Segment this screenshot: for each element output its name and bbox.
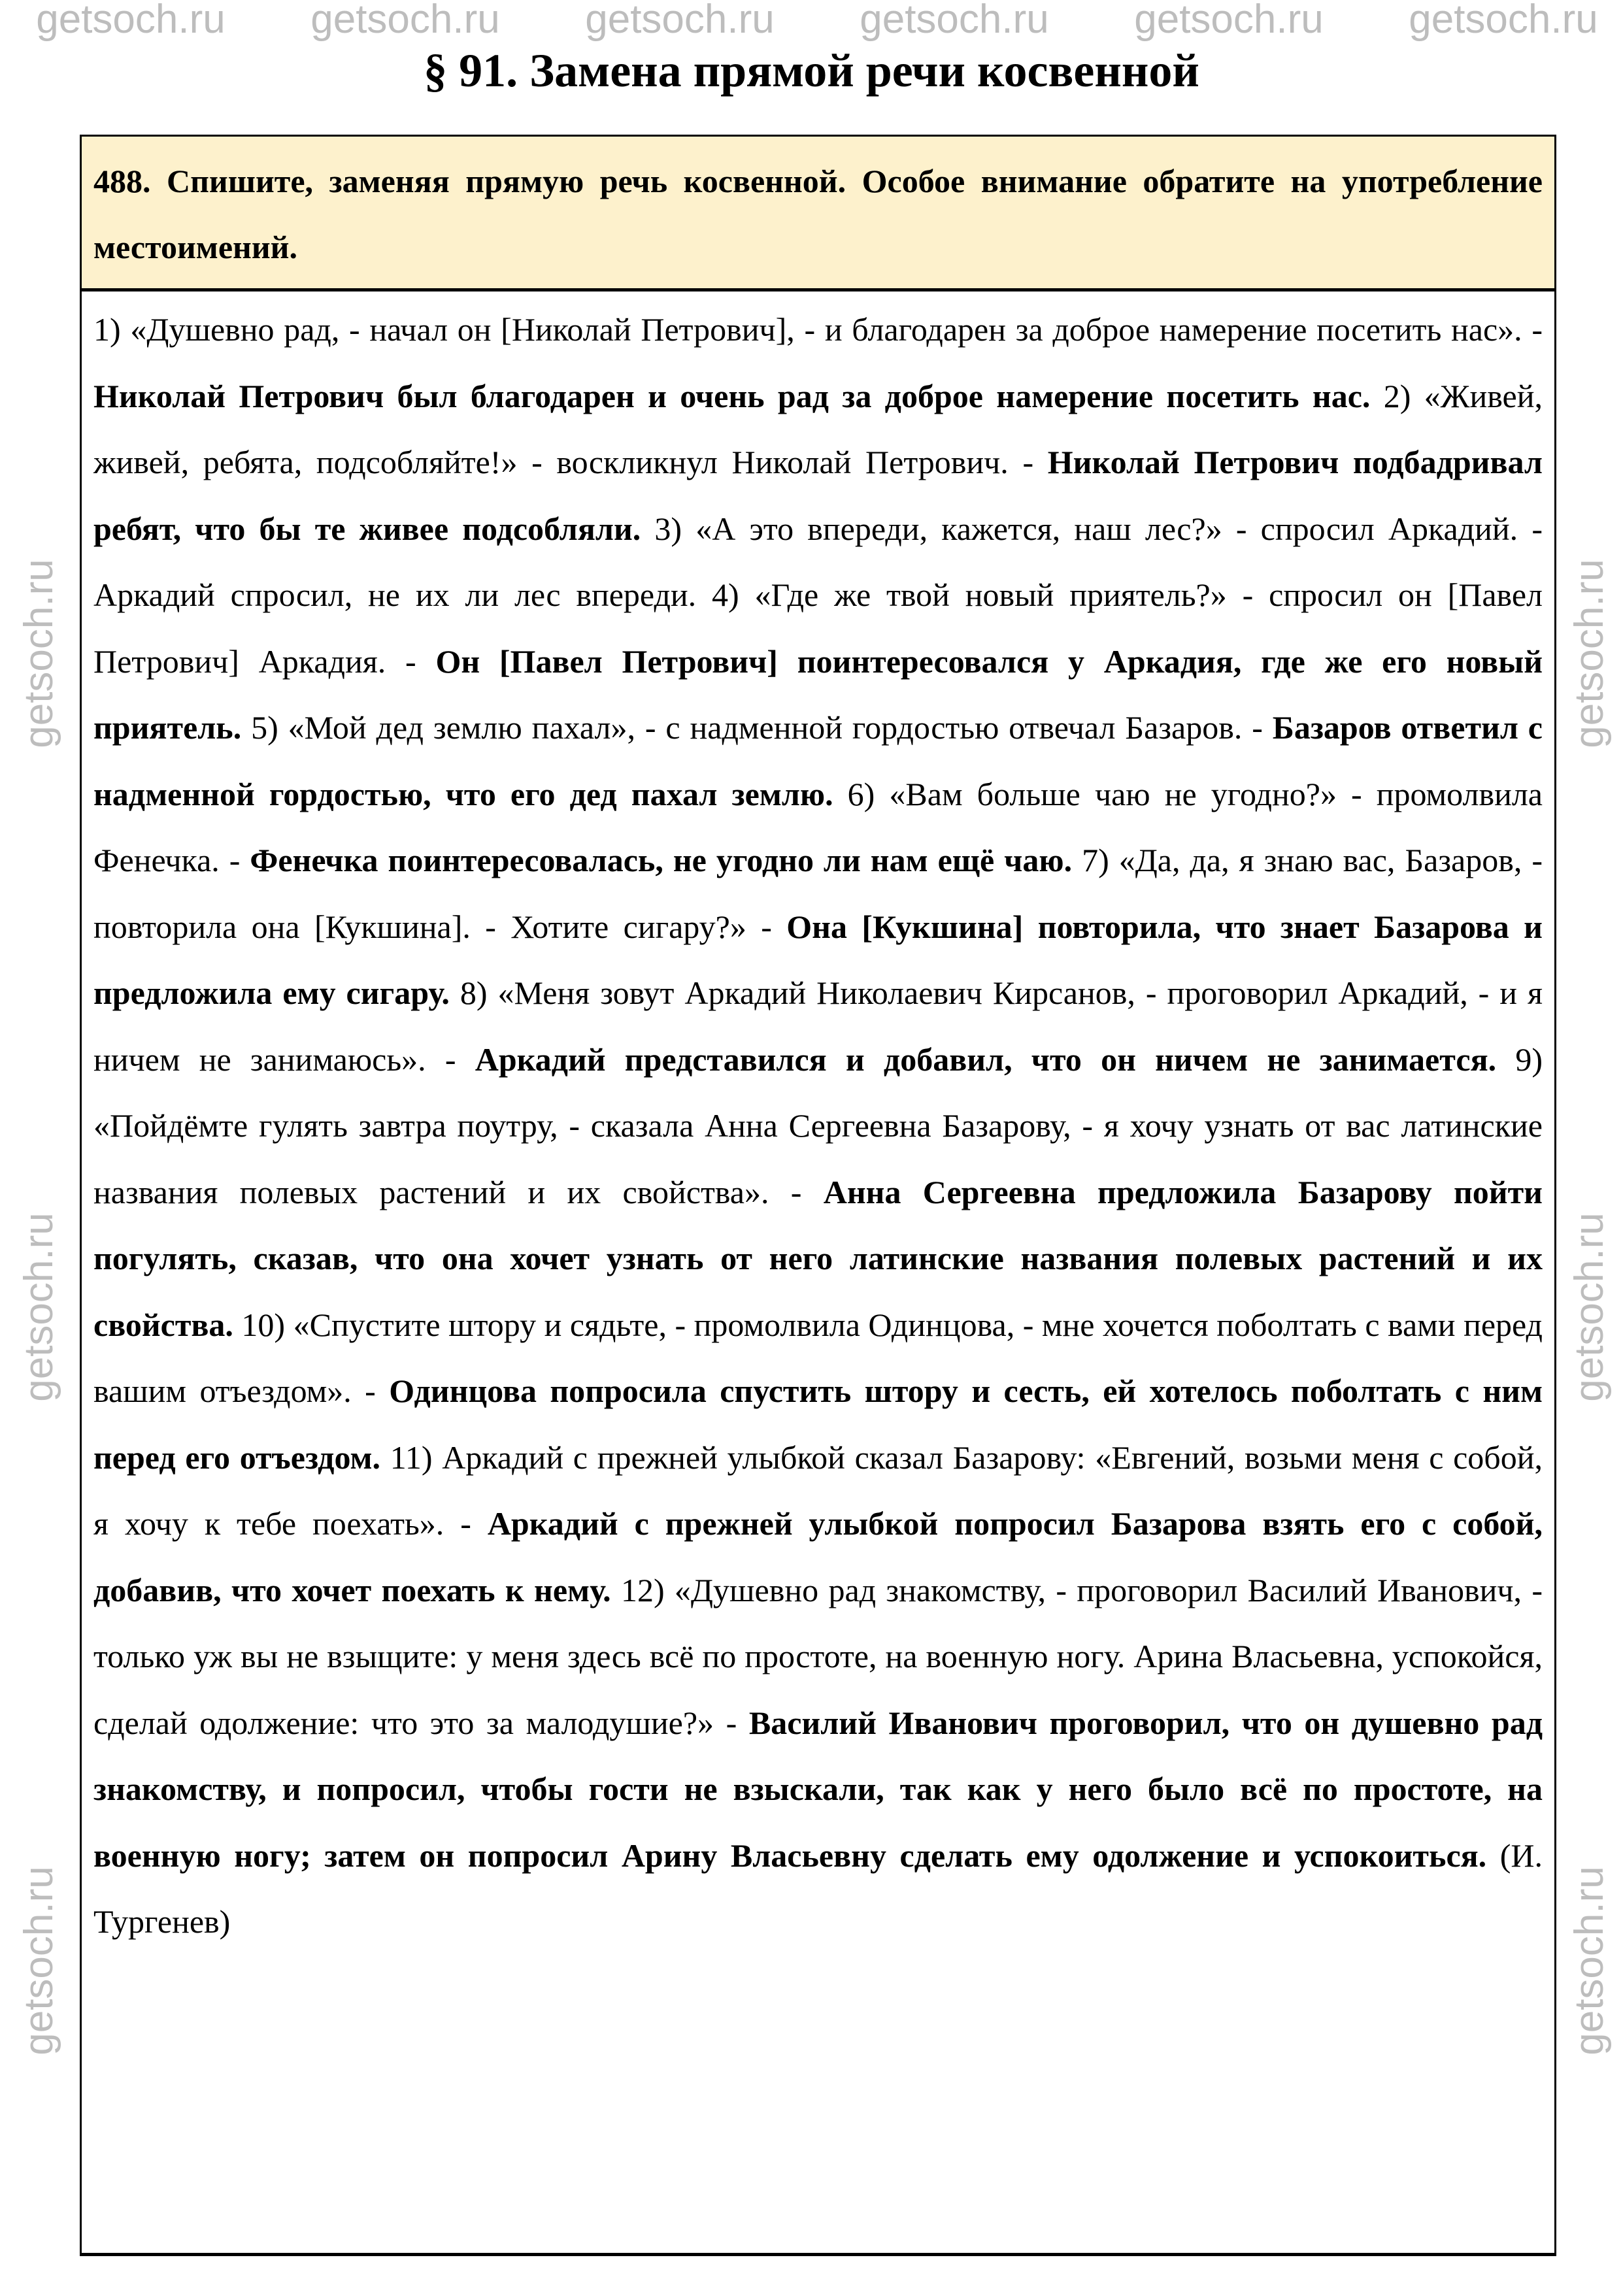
- watermark: getsoch.ru: [1567, 1212, 1612, 1402]
- answer-segment-bold: Фенечка поинтересовалась, не угодно ли нам ещё чаю.: [250, 842, 1073, 878]
- answer-segment: 7) «Да, да, я знаю вас, Базаров, - повторила она [Кукшина]. - Хотите сигару?» -: [93, 842, 1543, 945]
- answer-segment-bold: Он [Павел Петрович] поинтересовался у Аркадия, где же его новый приятель.: [93, 642, 1543, 746]
- answer-segment: 8) «Меня зовут Аркадий Николаевич Кирсанов, - проговорил Аркадий, - и я ничем не занимаюсь». -: [93, 974, 1543, 1078]
- answer-segment-bold: Аркадий с прежней улыбкой попросил Базарова взять его с собой, добавив, что хочет поехать к нему.: [93, 1505, 1543, 1608]
- watermark: getsoch.ru: [310, 0, 500, 42]
- answer-segment-bold: Она [Кукшина] повторила, что знает Базарова и предложила ему сигару.: [93, 908, 1543, 1011]
- watermark: getsoch.ru: [585, 0, 775, 42]
- watermark: getsoch.ru: [1567, 1866, 1612, 2055]
- answer-segment-bold: Николай Петрович подбадривал ребят, что бы те живее подсобляли.: [93, 444, 1543, 547]
- answer-segment: 5) «Мой дед землю пахал», - с надменной гордостью отвечал Базаров. -: [241, 709, 1273, 746]
- answer-segment: 11) Аркадий с прежней улыбкой сказал Базарову: «Евгений, возьми меня с собой, я хочу к тебе поехать». -: [93, 1439, 1543, 1542]
- task-instruction: 488. Спишите, заменяя прямую речь косвенной. Особое внимание обратите на употребление местоимений.: [82, 137, 1554, 291]
- watermark: getsoch.ru: [16, 1212, 61, 1402]
- watermark: getsoch.ru: [1567, 559, 1612, 748]
- watermark: getsoch.ru: [36, 0, 226, 42]
- answer-segment-bold: Аркадий представился и добавил, что он ничем не занимается.: [475, 1040, 1497, 1078]
- answer-segment: 12) «Душевно рад знакомству, - проговорил Василий Иванович, - только уж вы не взыщите: у меня здесь всё по простоте, на военную ногу. Арина Власьевна, успокойся, сделай одолжение: что это за малодушие?» -: [93, 1571, 1543, 1741]
- answer-segment: (И. Тургенев): [93, 1837, 1543, 1940]
- answer-segment: 1) «Душевно рад, - начал он [Николай Петрович], - и благодарен за доброе намерение посетить нас». -: [93, 311, 1543, 348]
- watermark: getsoch.ru: [16, 1866, 61, 2055]
- answer-segment: 6) «Вам больше чаю не угодно?» - промолвила Фенечка. -: [93, 775, 1543, 878]
- page-title: § 91. Замена прямой речи косвенной: [424, 44, 1199, 97]
- answer-segment-bold: Анна Сергеевна предложила Базарову пойти погулять, сказав, что она хочет узнать от него латинские названия полевых растений и их свойства.: [93, 1173, 1543, 1343]
- answer-segment: 10) «Спустите штору и сядьте, - промолвила Одинцова, - мне хочется поболтать с вами перед вашим отъездом». -: [93, 1306, 1543, 1409]
- watermark: getsoch.ru: [1134, 0, 1324, 42]
- answer-segment-bold: Базаров ответил с надменной гордостью, что его дед пахал землю.: [93, 709, 1543, 812]
- answer-segment-bold: Василий Иванович проговорил, что он душевно рад знакомству, и попросил, чтобы гости не взыскали, так как у него было всё по простоте, на военную ногу; затем он попросил Арину Власьевну сделать ему одолжение и успокоиться.: [93, 1704, 1543, 1874]
- answer-segment: 9) «Пойдёмте гулять завтра поутру, - сказала Анна Сергеевна Базарову, - я хочу узнать от вас латинские названия полевых растений и их свойства». -: [93, 1040, 1543, 1210]
- answer-segment-bold: Николай Петрович был благодарен и очень рад за доброе намерение посетить нас.: [93, 377, 1371, 414]
- watermark: getsoch.ru: [16, 559, 61, 748]
- watermark: getsoch.ru: [1409, 0, 1598, 42]
- answer-segment-bold: Одинцова попросила спустить штору и сесть, ей хотелось поболтать с ним перед его отъездом.: [93, 1373, 1543, 1476]
- answer-segment: 2) «Живей, живей, ребята, подсобляйте!» - воскликнул Николай Петрович. -: [93, 377, 1543, 480]
- answer-text: [82, 291, 1554, 1955]
- answer-segment: 3) «А это впереди, кажется, наш лес?» - спросил Аркадий. - Аркадий спросил, не их ли лес впереди. 4) «Где же твой новый приятель?» - спросил он [Павел Петрович] Аркадия. -: [93, 510, 1543, 680]
- exercise-box: [80, 135, 1556, 2256]
- watermark: getsoch.ru: [860, 0, 1049, 42]
